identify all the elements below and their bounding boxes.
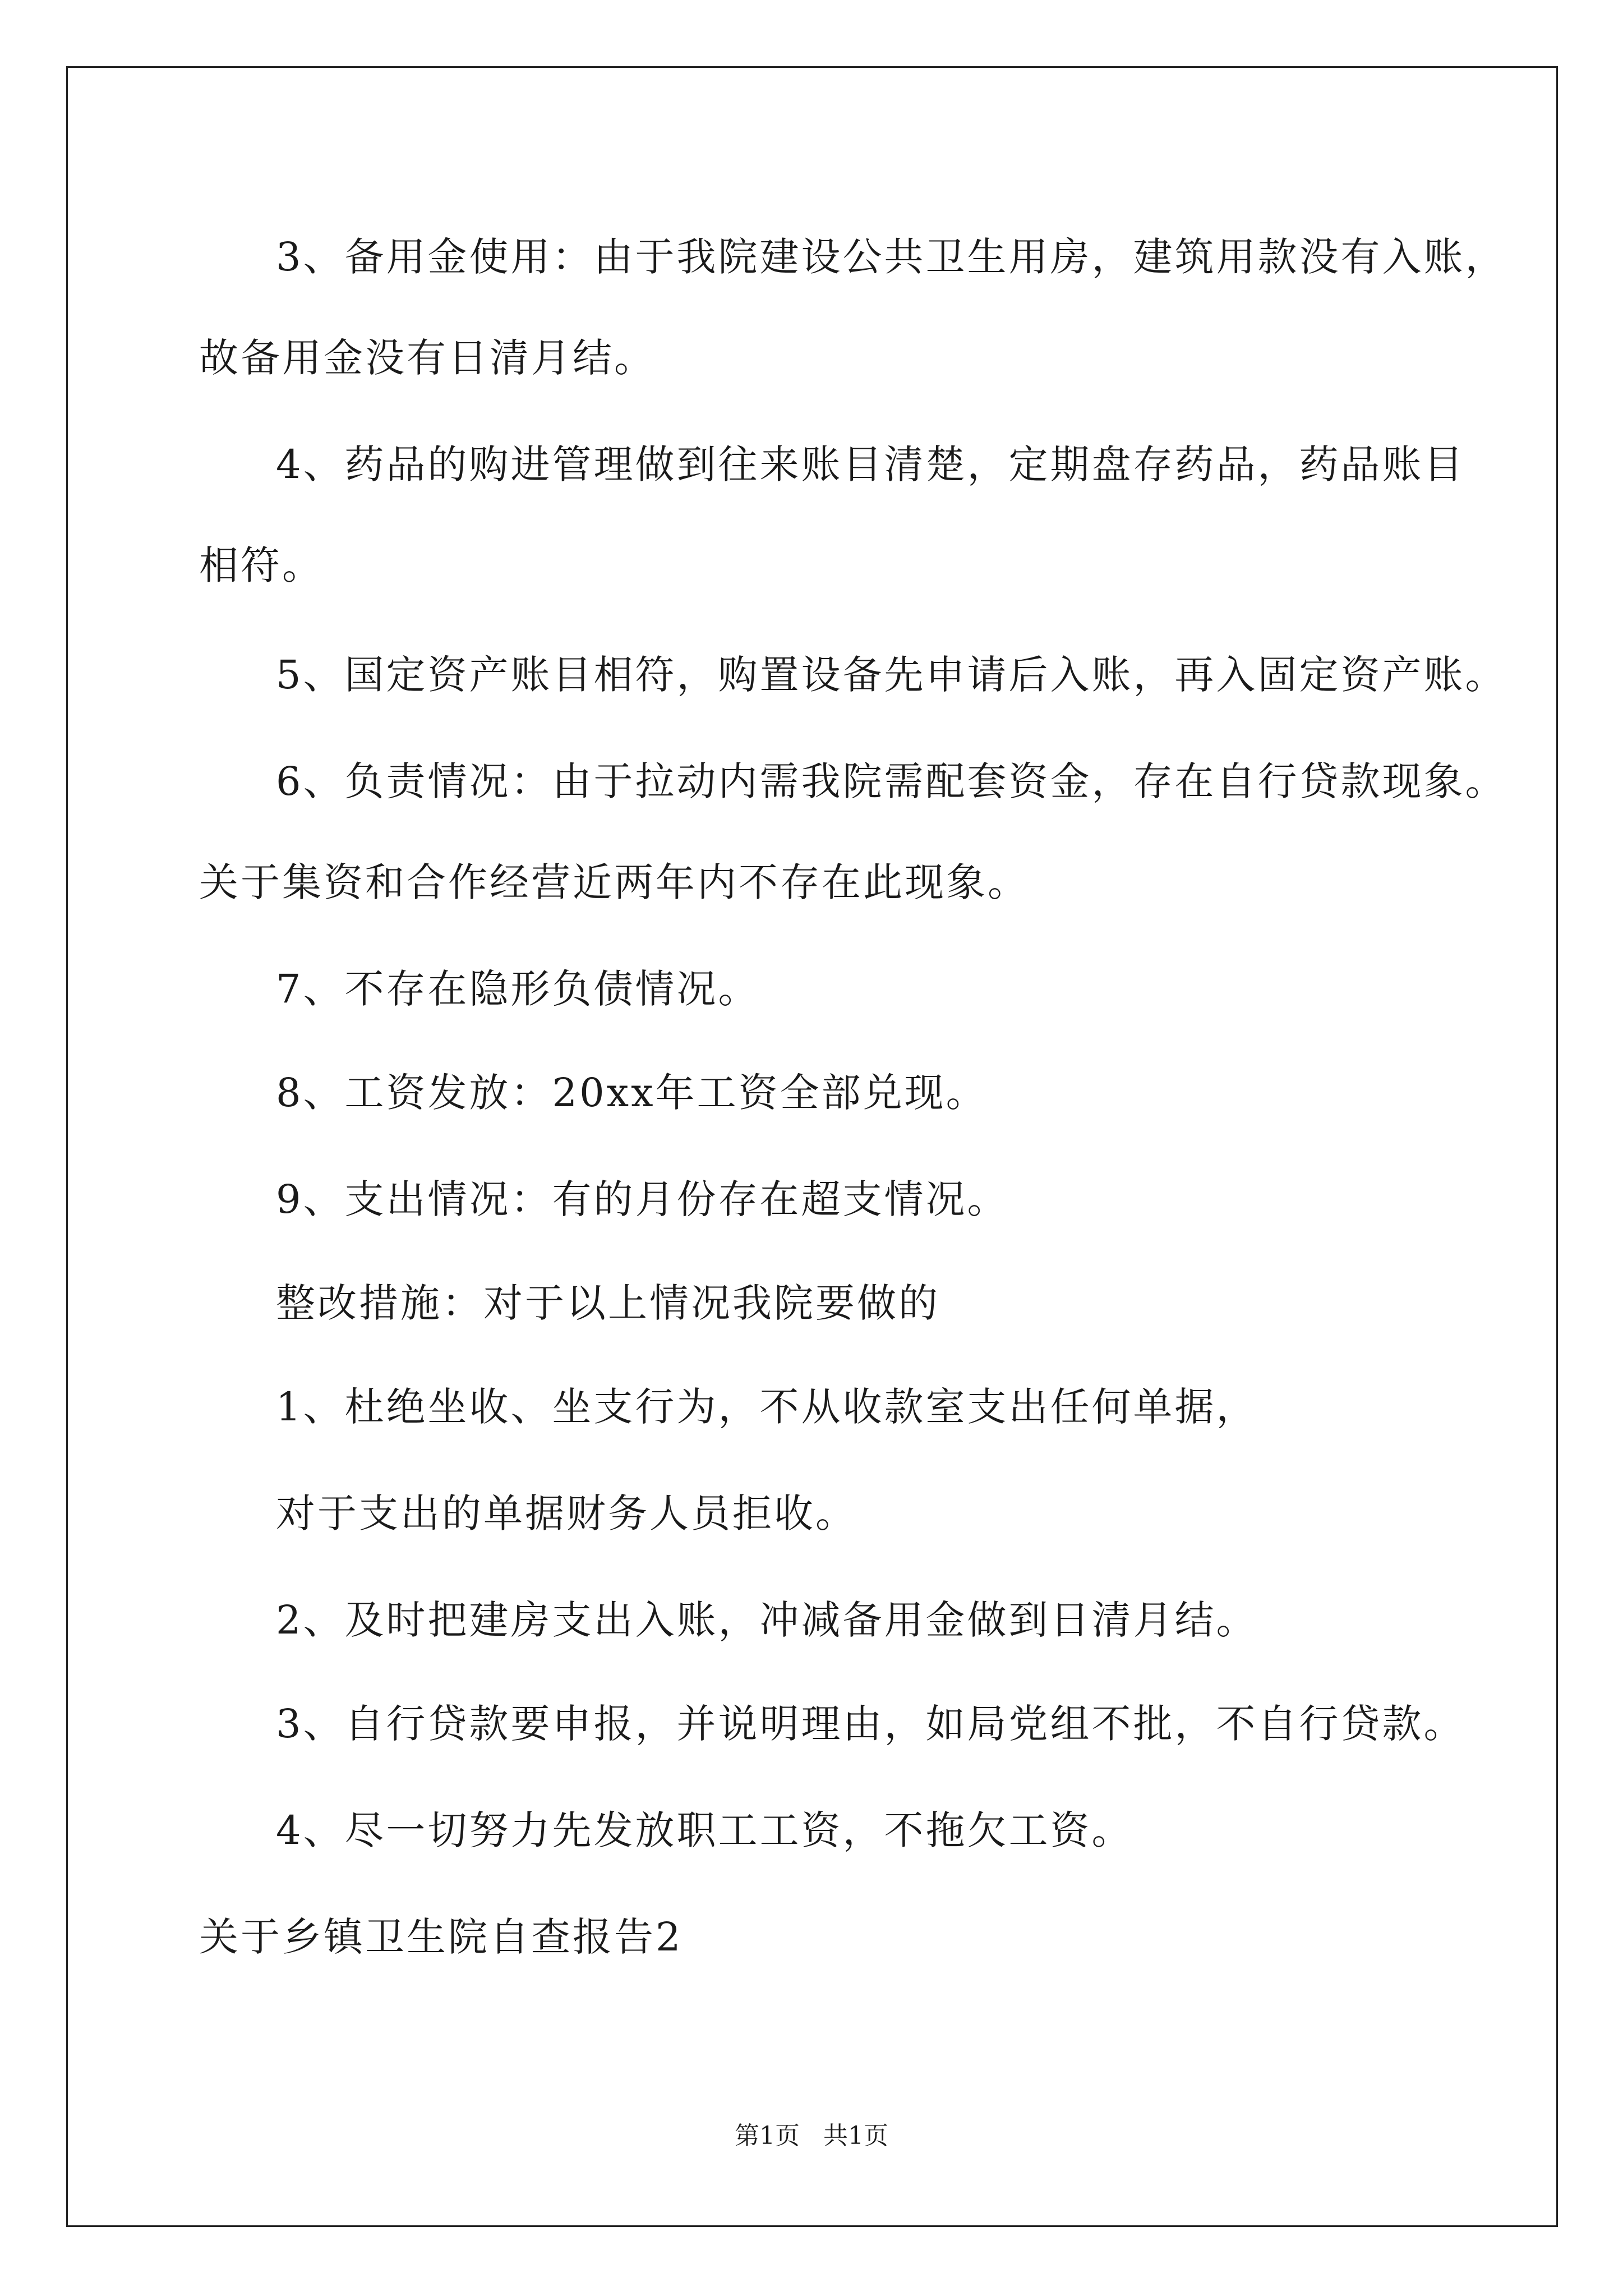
measure-1-line-1: 1、杜绝坐收、坐支行为，不从收款室支出任何单据， — [276, 1384, 1258, 1430]
measure-3: 3、自行贷款要申报，并说明理由，如局党组不批，不自行贷款。 — [276, 1701, 1465, 1747]
measure-1-line-2: 对于支出的单据财务人员拒收。 — [276, 1490, 857, 1536]
rectification-heading: 整改措施：对于以上情况我院要做的 — [276, 1280, 940, 1326]
paragraph-6-line-1: 6、负责情况：由于拉动内需我院需配套资金，存在自行贷款现象。 — [276, 758, 1507, 804]
paragraph-5-line-1: 5、国定资产账目相符，购置设备先申请后入账，再入固定资产账。 — [276, 652, 1507, 698]
paragraph-6-line-2: 关于集资和合作经营近两年内不存在此现象。 — [199, 859, 1029, 905]
page-border — [66, 66, 1558, 2227]
paragraph-3-line-2: 故备用金没有日清月结。 — [199, 335, 656, 381]
paragraph-3-line-1: 3、备用金使用：由于我院建设公共卫生用房，建筑用款没有入账， — [276, 234, 1507, 280]
measure-4: 4、尽一切努力先发放职工工资，不拖欠工资。 — [276, 1807, 1133, 1853]
page-footer: 第1页 共1页 — [735, 2122, 888, 2150]
paragraph-9: 9、支出情况：有的月份存在超支情况。 — [276, 1176, 1009, 1222]
measure-2: 2、及时把建房支出入账，冲减备用金做到日清月结。 — [276, 1597, 1258, 1643]
paragraph-4-line-2: 相符。 — [199, 542, 324, 588]
paragraph-8: 8、工资发放：20xx年工资全部兑现。 — [276, 1070, 988, 1116]
section-title: 关于乡镇卫生院自查报告2 — [199, 1914, 683, 1960]
paragraph-7: 7、不存在隐形负债情况。 — [276, 966, 760, 1012]
paragraph-4-line-1: 4、药品的购进管理做到往来账目清楚，定期盘存药品，药品账目 — [276, 441, 1465, 487]
